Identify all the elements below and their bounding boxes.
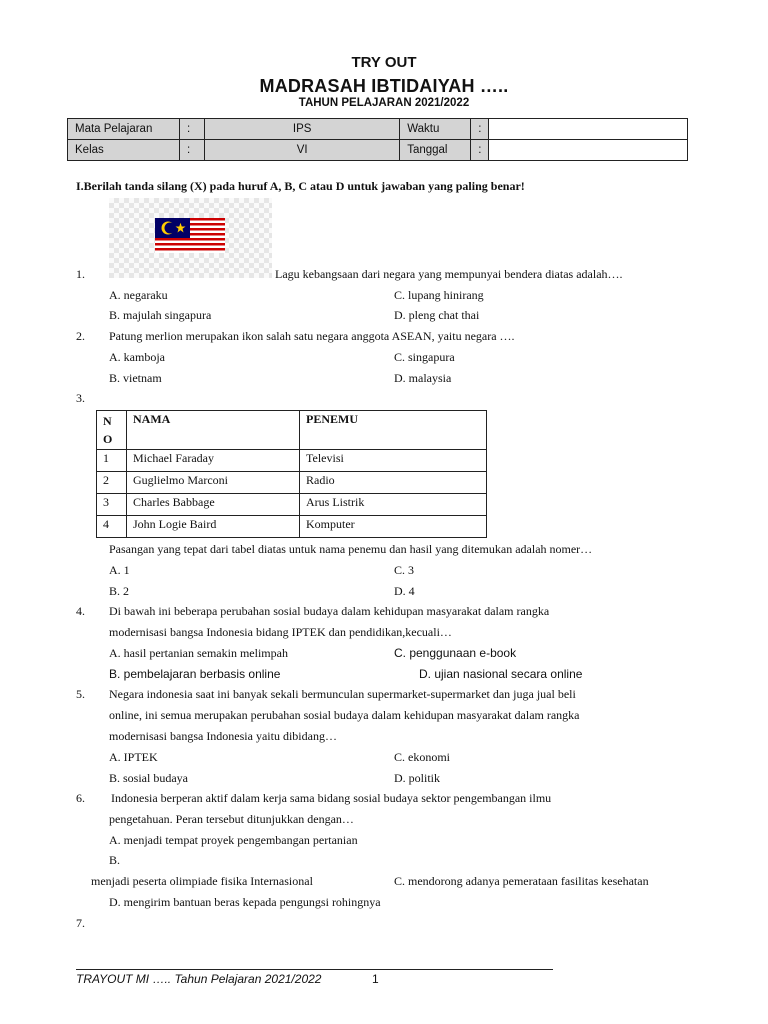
table-cell-penemu: Televisi bbox=[300, 450, 487, 472]
question-3-option-d[interactable]: D. 4 bbox=[394, 584, 415, 598]
question-4-option-c[interactable]: C. penggunaan e-book bbox=[394, 646, 517, 660]
label-waktu: Waktu bbox=[400, 119, 471, 140]
table-header-nama: NAMA bbox=[127, 411, 300, 450]
label-tanggal: Tanggal bbox=[400, 140, 471, 161]
question-2-number: 2. bbox=[76, 329, 85, 343]
question-2-option-d[interactable]: D. malaysia bbox=[394, 371, 452, 385]
question-1-option-b[interactable]: B. majulah singapura bbox=[109, 308, 212, 322]
table-header-no bbox=[97, 411, 127, 450]
question-5-text-line3: modernisasi bangsa Indonesia yaitu dibidang… bbox=[109, 729, 337, 743]
question-4-number: 4. bbox=[76, 604, 85, 618]
question-5-number: 5. bbox=[76, 687, 85, 701]
question-6-option-d[interactable]: D. mengirim bantuan beras kepada pengungsi rohingnya bbox=[109, 895, 381, 909]
question-2-option-a[interactable]: A. kamboja bbox=[109, 350, 165, 364]
table-cell-nama: Charles Babbage bbox=[127, 494, 300, 516]
question-3-option-b[interactable]: B. 2 bbox=[109, 584, 130, 598]
question-4-text-line2: modernisasi bangsa Indonesia bidang IPTEK dan pendidikan,kecuali… bbox=[109, 625, 452, 639]
table-cell-nama: Michael Faraday bbox=[127, 450, 300, 472]
question-6-option-b-label[interactable]: B. bbox=[109, 853, 121, 867]
question-3-option-c[interactable]: C. 3 bbox=[394, 563, 415, 577]
question-6-text-line1: Indonesia berperan aktif dalam kerja sama bidang sosial budaya sektor pengembangan ilmu bbox=[111, 791, 552, 805]
question-5-text-line2: online, ini semua merupakan perubahan sosial budaya dalam kehidupan masyarakat dalam rangka bbox=[109, 708, 580, 722]
page-number: 1 bbox=[372, 972, 379, 986]
table-cell-penemu: Radio bbox=[300, 472, 487, 494]
question-2-option-b[interactable]: B. vietnam bbox=[109, 371, 162, 385]
table-header-row bbox=[97, 411, 487, 450]
question-6-number: 6. bbox=[76, 791, 85, 805]
colon: : bbox=[471, 119, 489, 140]
question-1-text: Lagu kebangsaan dari negara yang mempunyai bendera diatas adalah…. bbox=[275, 267, 623, 281]
table-row bbox=[97, 472, 487, 494]
table-cell-no: 1 bbox=[97, 450, 127, 472]
malaysia-flag-image bbox=[109, 198, 272, 278]
footer-divider bbox=[76, 969, 553, 970]
table-cell-no: 2 bbox=[97, 472, 127, 494]
question-4-option-d[interactable]: D. ujian nasional secara online bbox=[419, 667, 583, 681]
malaysia-flag-icon bbox=[155, 218, 225, 253]
colon: : bbox=[180, 119, 205, 140]
label-mata-pelajaran: Mata Pelajaran bbox=[68, 119, 180, 140]
question-5-option-b[interactable]: B. sosial budaya bbox=[109, 771, 188, 785]
colon: : bbox=[471, 140, 489, 161]
table-row bbox=[97, 494, 487, 516]
question-5-option-a[interactable]: A. IPTEK bbox=[109, 750, 158, 764]
question-6-option-c[interactable]: C. mendorong adanya pemerataan fasilitas kesehatan bbox=[394, 874, 649, 888]
question-4-option-b[interactable]: B. pembelajaran berbasis online bbox=[109, 667, 281, 681]
question-6-option-b[interactable]: menjadi peserta olimpiade fisika Internasional bbox=[91, 874, 313, 888]
doc-title-tryout: TRY OUT bbox=[351, 54, 417, 71]
table-cell-penemu: Arus Listrik bbox=[300, 494, 487, 516]
penemu-table bbox=[96, 410, 487, 538]
value-kelas: VI bbox=[205, 140, 400, 161]
table-header-no-line1: N bbox=[103, 414, 112, 428]
question-7-number: 7. bbox=[76, 916, 85, 930]
question-3-option-a[interactable]: A. 1 bbox=[109, 563, 130, 577]
info-row-kelas bbox=[68, 140, 688, 161]
question-3-number: 3. bbox=[76, 391, 85, 405]
question-4-text-line1: Di bawah ini beberapa perubahan sosial budaya dalam kehidupan masyarakat dalam rangka bbox=[109, 604, 550, 618]
table-cell-penemu: Komputer bbox=[300, 516, 487, 538]
question-4-option-a[interactable]: A. hasil pertanian semakin melimpah bbox=[109, 646, 288, 660]
question-6-text-line2: pengetahuan. Peran tersebut ditunjukkan dengan… bbox=[109, 812, 354, 826]
colon: : bbox=[180, 140, 205, 161]
table-row bbox=[97, 516, 487, 538]
value-mata-pelajaran: IPS bbox=[205, 119, 400, 140]
doc-title-madrasah: MADRASAH IBTIDAIYAH ….. bbox=[259, 76, 509, 96]
label-kelas: Kelas bbox=[68, 140, 180, 161]
footer-text: TRAYOUT MI ….. Tahun Pelajaran 2021/2022 bbox=[76, 972, 322, 986]
question-3-text: Pasangan yang tepat dari tabel diatas untuk nama penemu dan hasil yang ditemukan adalah nomer… bbox=[109, 542, 593, 556]
instruction-text: I.Berilah tanda silang (X) pada huruf A, B, C atau D untuk jawaban yang paling benar! bbox=[76, 179, 525, 193]
question-6-option-a[interactable]: A. menjadi tempat proyek pengembangan pertanian bbox=[109, 833, 358, 847]
question-5-text-line1: Negara indonesia saat ini banyak sekali bermunculan supermarket-supermarket dan juga jual beli bbox=[109, 687, 576, 701]
table-cell-nama: John Logie Baird bbox=[127, 516, 300, 538]
table-row bbox=[97, 450, 487, 472]
table-header-penemu: PENEMU bbox=[300, 411, 487, 450]
info-table bbox=[67, 118, 688, 161]
value-tanggal bbox=[489, 140, 688, 161]
question-5-option-d[interactable]: D. politik bbox=[394, 771, 441, 785]
question-1-number: 1. bbox=[76, 267, 85, 281]
question-2-option-c[interactable]: C. singapura bbox=[394, 350, 455, 364]
info-row-mapel bbox=[68, 119, 688, 140]
question-1-option-d[interactable]: D. pleng chat thai bbox=[394, 308, 480, 322]
value-waktu bbox=[489, 119, 688, 140]
table-cell-no: 4 bbox=[97, 516, 127, 538]
table-cell-no: 3 bbox=[97, 494, 127, 516]
doc-title-tahun: TAHUN PELAJARAN 2021/2022 bbox=[298, 97, 470, 109]
table-header-no-line2: O bbox=[103, 432, 113, 446]
question-1-option-a[interactable]: A. negaraku bbox=[109, 288, 168, 302]
table-cell-nama: Guglielmo Marconi bbox=[127, 472, 300, 494]
question-2-text: Patung merlion merupakan ikon salah satu negara anggota ASEAN, yaitu negara …. bbox=[109, 329, 515, 343]
question-1-option-c[interactable]: C. lupang hinirang bbox=[394, 288, 484, 302]
question-5-option-c[interactable]: C. ekonomi bbox=[394, 750, 450, 764]
